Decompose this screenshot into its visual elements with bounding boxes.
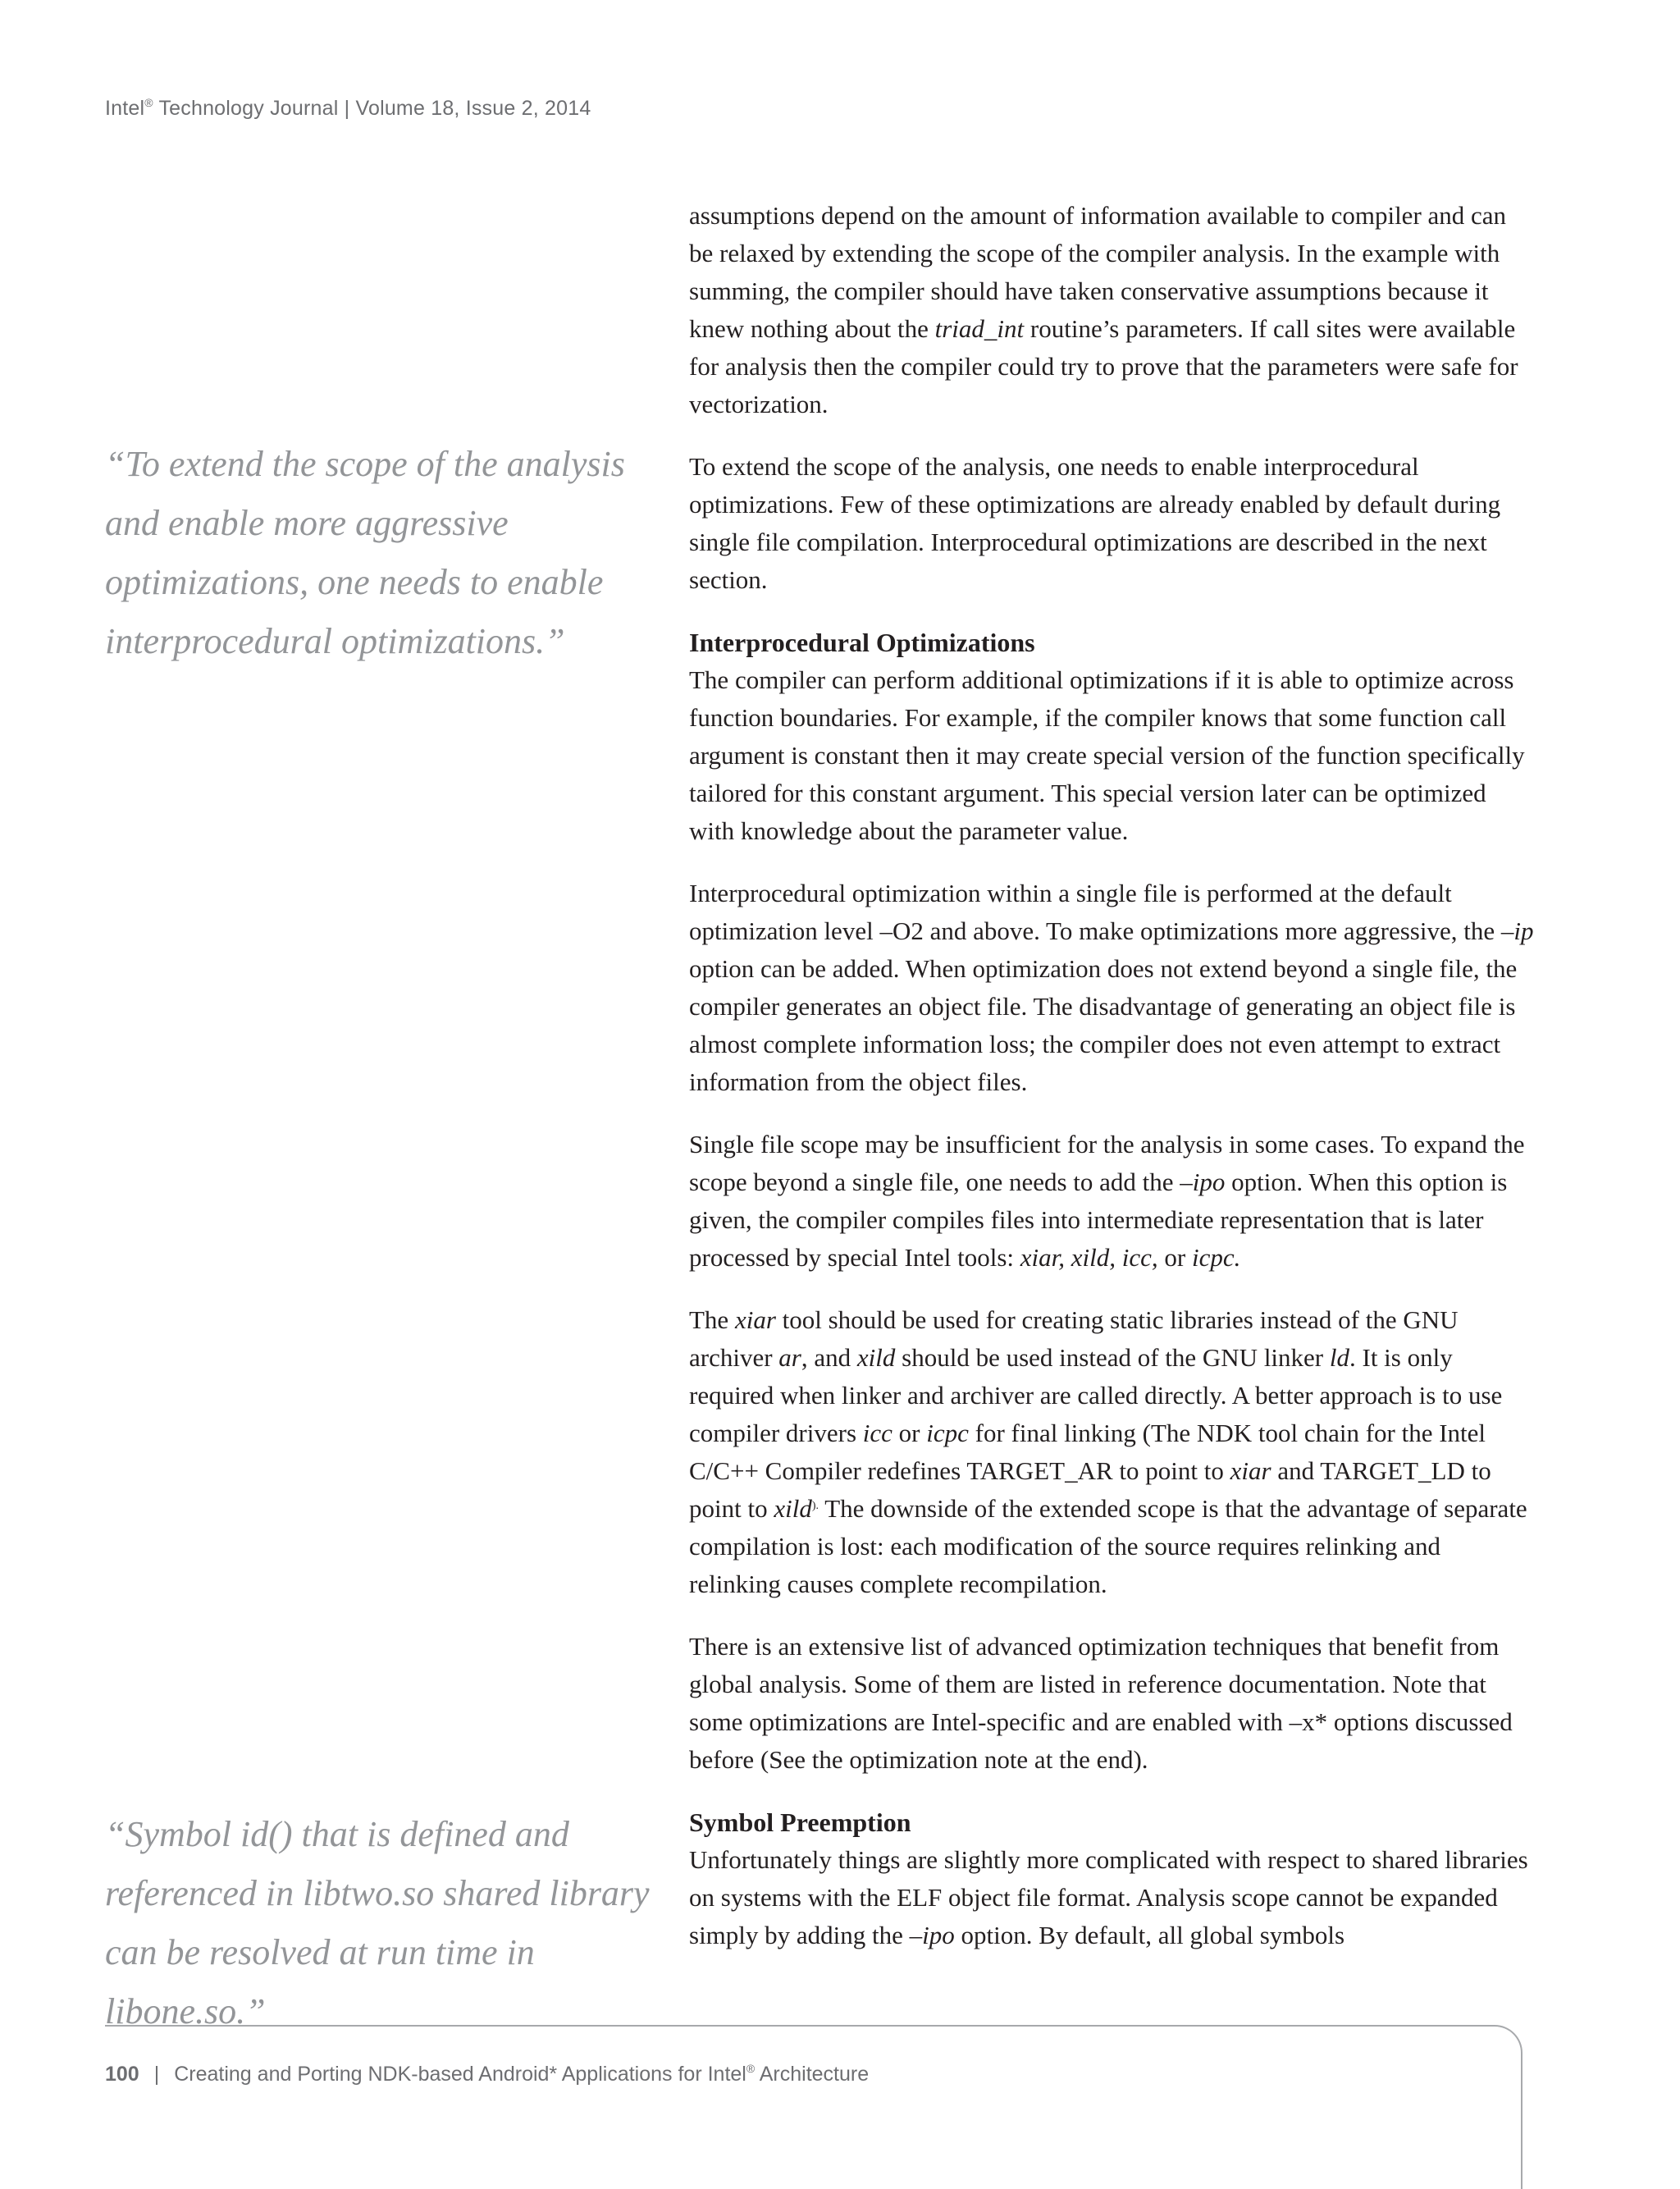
text-run: Single file scope may be insufficient for the analysis in some cases. To expand the scope beyond a single file, one needs to add the: [689, 1130, 1525, 1196]
running-header: [105, 97, 591, 121]
header-journal-info: Technology Journal | Volume 18, Issue 2, 2014: [153, 97, 591, 120]
superscript-mark: ).: [811, 1500, 819, 1512]
text-run: or: [892, 1419, 927, 1447]
paragraph: [689, 1126, 1534, 1277]
text-run: assumptions depend on the amount of information available to compiler and can be relaxed by extending the scope of the compiler analysis. In the example with summing, the compiler should have taken conservative assumptions because it knew nothing about the: [689, 201, 1507, 343]
pull-quote-interprocedural: “To extend the scope of the analysis and enable more aggressive optimizations, one needs to enable interprocedural optimizations.”: [105, 444, 625, 661]
text-run: . It is only required when linker and archiver are called directly. A better approach is to use compiler drivers: [689, 1343, 1503, 1447]
section-heading-interprocedural: Interprocedural Optimizations: [689, 628, 1035, 657]
tool-term: ar: [778, 1343, 801, 1372]
text-run: The downside of the extended scope is that the advantage of separate compilation is lost: each modification of the source requires relinking and relinking causes complete recompilation.: [689, 1494, 1527, 1598]
footer-article-title-end: Architecture: [755, 2063, 870, 2086]
text-run: , and: [801, 1343, 857, 1372]
paragraph: [689, 1841, 1534, 1954]
text-run: and TARGET_LD to point to: [689, 1456, 1491, 1523]
option-term: –ipo: [909, 1921, 955, 1949]
tool-term: xiar, xild, icc,: [1020, 1243, 1158, 1272]
page-number: 100: [105, 2063, 139, 2086]
option-term: –ip: [1500, 916, 1534, 945]
code-term: triad_int: [934, 314, 1025, 343]
text-run: Interprocedural optimization within a single file is performed at the default optimization level –O2 and above. To make optimizations more aggressive, the: [689, 879, 1501, 945]
footer-rule: [105, 2025, 1522, 2189]
text-run: option. By default, all global symbols: [954, 1921, 1345, 1949]
tool-term: xiar: [734, 1305, 776, 1334]
section-heading-symbol-preemption: Symbol Preemption: [689, 1807, 911, 1837]
tool-term: ld: [1329, 1343, 1349, 1372]
footer-separator: |: [153, 2063, 160, 2086]
text-run: The: [689, 1305, 735, 1334]
text-run: should be used instead of the GNU linker: [895, 1343, 1330, 1372]
article-body: [689, 197, 1534, 1979]
tool-term: xiar: [1230, 1456, 1271, 1485]
text-run: tool should be used for creating static libraries instead of the GNU archiver: [689, 1305, 1459, 1372]
paragraph: [689, 875, 1534, 1101]
paragraph: [689, 1301, 1534, 1603]
text-run: option can be added. When optimization does not extend beyond a single file, the compiler generates an object file. The disadvantage of generating an object file is almost complete information loss; the compiler does not even attempt to extract information from the object files.: [689, 954, 1518, 1096]
text-run: for final linking (The NDK tool chain for the Intel C/C++ Compiler redefines TARGET_AR to point to: [689, 1419, 1486, 1485]
header-registered-mark: ®: [144, 96, 153, 109]
text-run: or: [1157, 1243, 1192, 1272]
header-brand: Intel: [105, 97, 145, 120]
text-run: option. When this option is given, the compiler compiles files into intermediate representation that is later processed by special Intel tools:: [689, 1168, 1508, 1272]
text-run: routine’s parameters. If call sites were available for analysis then the compiler could try to prove that the parameters were safe for vectorization.: [689, 314, 1518, 418]
paragraph: [689, 197, 1534, 423]
paragraph: The compiler can perform additional optimizations if it is able to optimize across function boundaries. For example, if the compiler knows that some function call argument is constant then it may create special version of the function specifically tailored for this constant argument. This special version later can be optimized with knowledge about the parameter value.: [689, 665, 1525, 845]
running-footer: [105, 2063, 869, 2086]
option-term: –ipo: [1180, 1168, 1226, 1196]
footer-registered-mark: ®: [746, 2062, 756, 2075]
paragraph: To extend the scope of the analysis, one needs to enable interprocedural optimizations. Few of these optimizations are already enabled by default during single file compilation. Interprocedural optimizations are described in the next section.: [689, 452, 1501, 594]
tool-term: icc: [862, 1419, 892, 1447]
pull-quote-symbol-id: “Symbol id() that is defined and referenced in libtwo.so shared library can be resolved at run time in libone.so.”: [105, 1814, 650, 2031]
tool-term: xild: [774, 1494, 812, 1523]
footer-article-title: Creating and Porting NDK-based Android* Applications for Intel: [174, 2063, 746, 2086]
text-run: Unfortunately things are slightly more complicated with respect to shared libraries on systems with the ELF object file format. Analysis scope cannot be expanded simply by adding the: [689, 1845, 1528, 1949]
tool-term: icpc.: [1191, 1243, 1241, 1272]
tool-term: icpc: [926, 1419, 969, 1447]
tool-term: xild: [856, 1343, 896, 1372]
paragraph: There is an extensive list of advanced optimization techniques that benefit from global analysis. Some of them are listed in reference documentation. Note that some optimizations are Intel-specific and are enabled with –x* options discussed before (See the optimization note at the end).: [689, 1632, 1513, 1774]
